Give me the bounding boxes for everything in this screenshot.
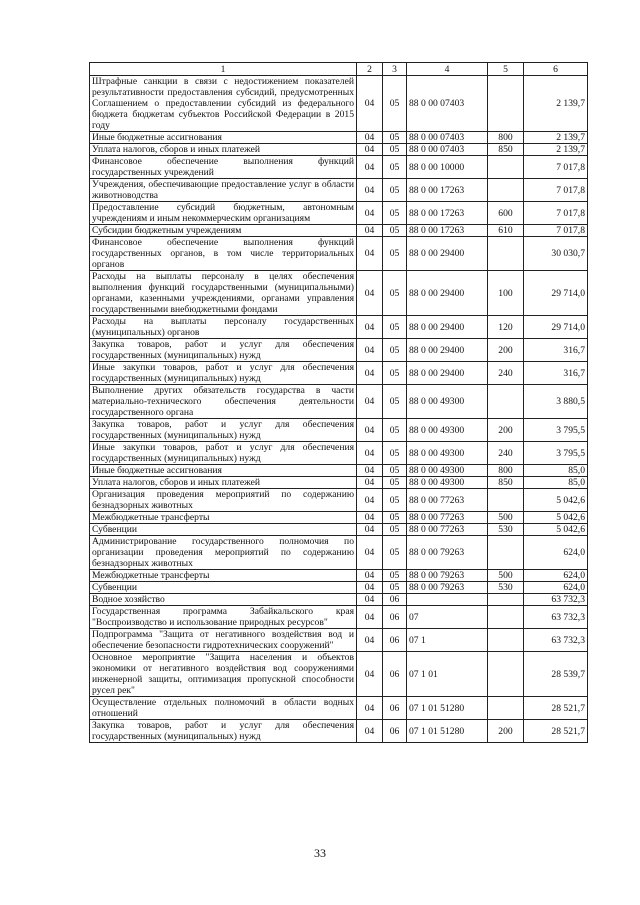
table-row bbox=[90, 489, 588, 512]
row-target-code: 88 0 00 29400 bbox=[407, 316, 488, 339]
row-name: Предоставление субсидий бюджетным, автономным учреждениям и иным некоммерческим организациям bbox=[90, 202, 357, 225]
row-subsection: 06 bbox=[383, 594, 407, 606]
row-expense-type: 200 bbox=[488, 720, 524, 743]
row-section: 04 bbox=[357, 156, 383, 179]
row-target-code: 88 0 00 79263 bbox=[407, 536, 488, 570]
table-row bbox=[90, 76, 588, 132]
row-section: 04 bbox=[357, 512, 383, 524]
row-subsection: 06 bbox=[383, 629, 407, 652]
row-name: Иные закупки товаров, работ и услуг для обеспечения государственных (муниципальных) нужд bbox=[90, 362, 357, 385]
row-subsection: 05 bbox=[383, 385, 407, 419]
table-row bbox=[90, 536, 588, 570]
row-expense-type bbox=[488, 489, 524, 512]
row-subsection: 05 bbox=[383, 419, 407, 442]
row-target-code: 88 0 00 07403 bbox=[407, 144, 488, 156]
row-amount: 5 042,6 bbox=[524, 489, 588, 512]
row-amount: 63 732,3 bbox=[524, 629, 588, 652]
row-target-code: 88 0 00 79263 bbox=[407, 582, 488, 594]
row-amount: 28 521,7 bbox=[524, 697, 588, 720]
row-section: 04 bbox=[357, 570, 383, 582]
row-amount: 2 139,7 bbox=[524, 132, 588, 144]
row-expense-type: 600 bbox=[488, 202, 524, 225]
row-subsection: 05 bbox=[383, 179, 407, 202]
row-name: Осуществление отдельных полномочий в области водных отношений bbox=[90, 697, 357, 720]
row-name: Закупка товаров, работ и услуг для обеспечения государственных (муниципальных) нужд bbox=[90, 419, 357, 442]
row-name: Водное хозяйство bbox=[90, 594, 357, 606]
row-amount: 3 880,5 bbox=[524, 385, 588, 419]
row-expense-type: 120 bbox=[488, 316, 524, 339]
row-expense-type: 800 bbox=[488, 465, 524, 477]
row-name: Субвенции bbox=[90, 524, 357, 536]
row-amount: 316,7 bbox=[524, 362, 588, 385]
row-amount: 29 714,0 bbox=[524, 316, 588, 339]
table-row bbox=[90, 132, 588, 144]
row-amount: 3 795,5 bbox=[524, 419, 588, 442]
row-target-code: 07 1 01 51280 bbox=[407, 697, 488, 720]
table-row bbox=[90, 362, 588, 385]
row-amount: 85,0 bbox=[524, 465, 588, 477]
table-row bbox=[90, 697, 588, 720]
header-cell: 4 bbox=[407, 63, 488, 76]
header-cell: 2 bbox=[357, 63, 383, 76]
row-name: Государственная программа Забайкальского края "Воспроизводство и использование природных ресурсов" bbox=[90, 606, 357, 629]
row-expense-type: 200 bbox=[488, 339, 524, 362]
row-expense-type: 500 bbox=[488, 512, 524, 524]
table-body bbox=[90, 76, 588, 743]
row-target-code: 88 0 00 77263 bbox=[407, 489, 488, 512]
row-subsection: 06 bbox=[383, 720, 407, 743]
row-expense-type bbox=[488, 652, 524, 697]
row-amount: 624,0 bbox=[524, 536, 588, 570]
row-subsection: 05 bbox=[383, 237, 407, 271]
row-name: Субвенции bbox=[90, 582, 357, 594]
row-subsection: 05 bbox=[383, 465, 407, 477]
row-target-code: 88 0 00 49300 bbox=[407, 419, 488, 442]
row-amount: 30 030,7 bbox=[524, 237, 588, 271]
table-row bbox=[90, 442, 588, 465]
row-name: Расходы на выплаты персоналу в целях обеспечения выполнения функций государственными (муниципальными) органами, казенными учреждениями, органами управления государственными внебюджетными фондами bbox=[90, 271, 357, 316]
row-name: Межбюджетные трансферты bbox=[90, 512, 357, 524]
row-amount: 29 714,0 bbox=[524, 271, 588, 316]
row-name: Уплата налогов, сборов и иных платежей bbox=[90, 477, 357, 489]
row-target-code: 88 0 00 49300 bbox=[407, 465, 488, 477]
row-name: Закупка товаров, работ и услуг для обеспечения государственных (муниципальных) нужд bbox=[90, 720, 357, 743]
header-cell: 3 bbox=[383, 63, 407, 76]
row-amount: 28 521,7 bbox=[524, 720, 588, 743]
row-expense-type bbox=[488, 237, 524, 271]
row-target-code: 88 0 00 07403 bbox=[407, 76, 488, 132]
row-target-code: 88 0 00 77263 bbox=[407, 512, 488, 524]
header-cell: 5 bbox=[488, 63, 524, 76]
row-target-code: 07 1 bbox=[407, 629, 488, 652]
row-section: 04 bbox=[357, 385, 383, 419]
row-expense-type bbox=[488, 606, 524, 629]
row-name: Выполнение других обязательств государства в части материально-технического обеспечения деятельности государственного органа bbox=[90, 385, 357, 419]
row-amount: 316,7 bbox=[524, 339, 588, 362]
row-name: Закупка товаров, работ и услуг для обеспечения государственных (муниципальных) нужд bbox=[90, 339, 357, 362]
table-row bbox=[90, 570, 588, 582]
page-number: 33 bbox=[314, 846, 326, 860]
row-target-code: 88 0 00 17263 bbox=[407, 225, 488, 237]
row-section: 04 bbox=[357, 362, 383, 385]
row-subsection: 05 bbox=[383, 512, 407, 524]
table-row bbox=[90, 582, 588, 594]
row-expense-type: 100 bbox=[488, 271, 524, 316]
row-subsection: 06 bbox=[383, 606, 407, 629]
row-expense-type bbox=[488, 385, 524, 419]
row-section: 04 bbox=[357, 594, 383, 606]
header-cell: 1 bbox=[90, 63, 357, 76]
row-name: Иные бюджетные ассигнования bbox=[90, 132, 357, 144]
row-target-code: 88 0 00 17263 bbox=[407, 202, 488, 225]
row-subsection: 05 bbox=[383, 76, 407, 132]
row-expense-type: 850 bbox=[488, 144, 524, 156]
row-amount: 624,0 bbox=[524, 582, 588, 594]
row-section: 04 bbox=[357, 582, 383, 594]
row-name: Иные закупки товаров, работ и услуг для обеспечения государственных (муниципальных) нужд bbox=[90, 442, 357, 465]
row-section: 04 bbox=[357, 419, 383, 442]
row-subsection: 05 bbox=[383, 489, 407, 512]
row-section: 04 bbox=[357, 697, 383, 720]
row-amount: 7 017,8 bbox=[524, 179, 588, 202]
row-target-code: 88 0 00 17263 bbox=[407, 179, 488, 202]
row-section: 04 bbox=[357, 465, 383, 477]
row-expense-type: 240 bbox=[488, 362, 524, 385]
row-expense-type: 500 bbox=[488, 570, 524, 582]
row-subsection: 06 bbox=[383, 697, 407, 720]
table-row bbox=[90, 594, 588, 606]
row-target-code: 88 0 00 49300 bbox=[407, 442, 488, 465]
row-expense-type bbox=[488, 76, 524, 132]
row-name: Администрирование государственного полномочия по организации проведения мероприятий по содержанию безнадзорных животных bbox=[90, 536, 357, 570]
row-expense-type bbox=[488, 697, 524, 720]
row-section: 04 bbox=[357, 652, 383, 697]
row-amount: 85,0 bbox=[524, 477, 588, 489]
row-subsection: 05 bbox=[383, 202, 407, 225]
row-section: 04 bbox=[357, 489, 383, 512]
row-expense-type bbox=[488, 179, 524, 202]
row-subsection: 05 bbox=[383, 225, 407, 237]
row-section: 04 bbox=[357, 524, 383, 536]
row-amount: 7 017,8 bbox=[524, 156, 588, 179]
row-target-code: 88 0 00 49300 bbox=[407, 385, 488, 419]
row-target-code: 88 0 00 49300 bbox=[407, 477, 488, 489]
row-amount: 7 017,8 bbox=[524, 225, 588, 237]
table-row bbox=[90, 606, 588, 629]
table-row bbox=[90, 465, 588, 477]
row-name: Уплата налогов, сборов и иных платежей bbox=[90, 144, 357, 156]
row-subsection: 05 bbox=[383, 132, 407, 144]
row-subsection: 05 bbox=[383, 339, 407, 362]
table-row bbox=[90, 419, 588, 442]
row-expense-type: 200 bbox=[488, 419, 524, 442]
row-subsection: 05 bbox=[383, 156, 407, 179]
row-section: 04 bbox=[357, 271, 383, 316]
row-amount: 5 042,6 bbox=[524, 512, 588, 524]
row-name: Штрафные санкции в связи с недостижением показателей результативности предоставления субсидий, предусмотренных Соглашением о предоставлении субсидий из федерального бюджета бюджетам субъектов Российской Федерации в 2015 году bbox=[90, 76, 357, 132]
table-row bbox=[90, 225, 588, 237]
row-amount: 2 139,7 bbox=[524, 76, 588, 132]
table-row bbox=[90, 477, 588, 489]
row-section: 04 bbox=[357, 442, 383, 465]
row-subsection: 05 bbox=[383, 316, 407, 339]
row-amount: 7 017,8 bbox=[524, 202, 588, 225]
row-subsection: 05 bbox=[383, 582, 407, 594]
row-target-code: 07 bbox=[407, 606, 488, 629]
table-row bbox=[90, 512, 588, 524]
row-expense-type bbox=[488, 536, 524, 570]
row-name: Финансовое обеспечение выполнения функций государственных учреждений bbox=[90, 156, 357, 179]
row-name: Иные бюджетные ассигнования bbox=[90, 465, 357, 477]
row-name: Расходы на выплаты персоналу государственных (муниципальных) органов bbox=[90, 316, 357, 339]
row-name: Организация проведения мероприятий по содержанию безнадзорных животных bbox=[90, 489, 357, 512]
row-target-code: 07 1 01 bbox=[407, 652, 488, 697]
row-subsection: 05 bbox=[383, 524, 407, 536]
table-row bbox=[90, 385, 588, 419]
row-amount: 624,0 bbox=[524, 570, 588, 582]
row-target-code: 88 0 00 29400 bbox=[407, 362, 488, 385]
row-section: 04 bbox=[357, 720, 383, 743]
table-row bbox=[90, 524, 588, 536]
row-target-code bbox=[407, 594, 488, 606]
row-target-code: 88 0 00 77263 bbox=[407, 524, 488, 536]
row-section: 04 bbox=[357, 76, 383, 132]
table-row bbox=[90, 179, 588, 202]
row-expense-type: 850 bbox=[488, 477, 524, 489]
row-subsection: 05 bbox=[383, 536, 407, 570]
row-target-code: 88 0 00 29400 bbox=[407, 271, 488, 316]
row-target-code: 07 1 01 51280 bbox=[407, 720, 488, 743]
row-amount: 3 795,5 bbox=[524, 442, 588, 465]
table-row bbox=[90, 202, 588, 225]
row-subsection: 05 bbox=[383, 477, 407, 489]
row-section: 04 bbox=[357, 316, 383, 339]
row-subsection: 05 bbox=[383, 570, 407, 582]
row-subsection: 05 bbox=[383, 271, 407, 316]
row-amount: 5 042,6 bbox=[524, 524, 588, 536]
row-section: 04 bbox=[357, 606, 383, 629]
table-row bbox=[90, 237, 588, 271]
row-section: 04 bbox=[357, 536, 383, 570]
row-subsection: 05 bbox=[383, 442, 407, 465]
row-amount: 63 732,3 bbox=[524, 594, 588, 606]
row-expense-type: 610 bbox=[488, 225, 524, 237]
row-expense-type: 240 bbox=[488, 442, 524, 465]
row-amount: 63 732,3 bbox=[524, 606, 588, 629]
row-target-code: 88 0 00 07403 bbox=[407, 132, 488, 144]
row-subsection: 05 bbox=[383, 144, 407, 156]
table-row bbox=[90, 144, 588, 156]
table-row bbox=[90, 271, 588, 316]
table-row bbox=[90, 629, 588, 652]
row-target-code: 88 0 00 79263 bbox=[407, 570, 488, 582]
row-name: Межбюджетные трансферты bbox=[90, 570, 357, 582]
row-section: 04 bbox=[357, 225, 383, 237]
row-target-code: 88 0 00 29400 bbox=[407, 237, 488, 271]
row-name: Основное мероприятие "Защита населения и объектов экономики от негативного воздействия вод сооружениями инженерной защиты, оптимизация пропускной способности русел рек" bbox=[90, 652, 357, 697]
row-section: 04 bbox=[357, 237, 383, 271]
row-section: 04 bbox=[357, 629, 383, 652]
row-expense-type bbox=[488, 594, 524, 606]
header-row bbox=[90, 63, 588, 76]
row-expense-type bbox=[488, 629, 524, 652]
budget-table bbox=[89, 62, 588, 743]
row-section: 04 bbox=[357, 339, 383, 362]
row-expense-type bbox=[488, 156, 524, 179]
row-target-code: 88 0 00 29400 bbox=[407, 339, 488, 362]
table-row bbox=[90, 339, 588, 362]
row-section: 04 bbox=[357, 179, 383, 202]
table-row bbox=[90, 156, 588, 179]
row-name: Субсидии бюджетным учреждениям bbox=[90, 225, 357, 237]
row-amount: 2 139,7 bbox=[524, 144, 588, 156]
row-name: Подпрограмма "Защита от негативного воздействия вод и обеспечение безопасности гидротехнических сооружений" bbox=[90, 629, 357, 652]
row-target-code: 88 0 00 10000 bbox=[407, 156, 488, 179]
row-name: Учреждения, обеспечивающие предоставление услуг в области животноводства bbox=[90, 179, 357, 202]
row-name: Финансовое обеспечение выполнения функций государственных органов, в том числе территориальных органов bbox=[90, 237, 357, 271]
table-row bbox=[90, 720, 588, 743]
row-expense-type: 530 bbox=[488, 582, 524, 594]
row-section: 04 bbox=[357, 202, 383, 225]
row-expense-type: 530 bbox=[488, 524, 524, 536]
row-section: 04 bbox=[357, 477, 383, 489]
row-section: 04 bbox=[357, 132, 383, 144]
row-amount: 28 539,7 bbox=[524, 652, 588, 697]
header-cell: 6 bbox=[524, 63, 588, 76]
row-expense-type: 800 bbox=[488, 132, 524, 144]
table-row bbox=[90, 652, 588, 697]
row-subsection: 06 bbox=[383, 652, 407, 697]
row-section: 04 bbox=[357, 144, 383, 156]
table-row bbox=[90, 316, 588, 339]
row-subsection: 05 bbox=[383, 362, 407, 385]
